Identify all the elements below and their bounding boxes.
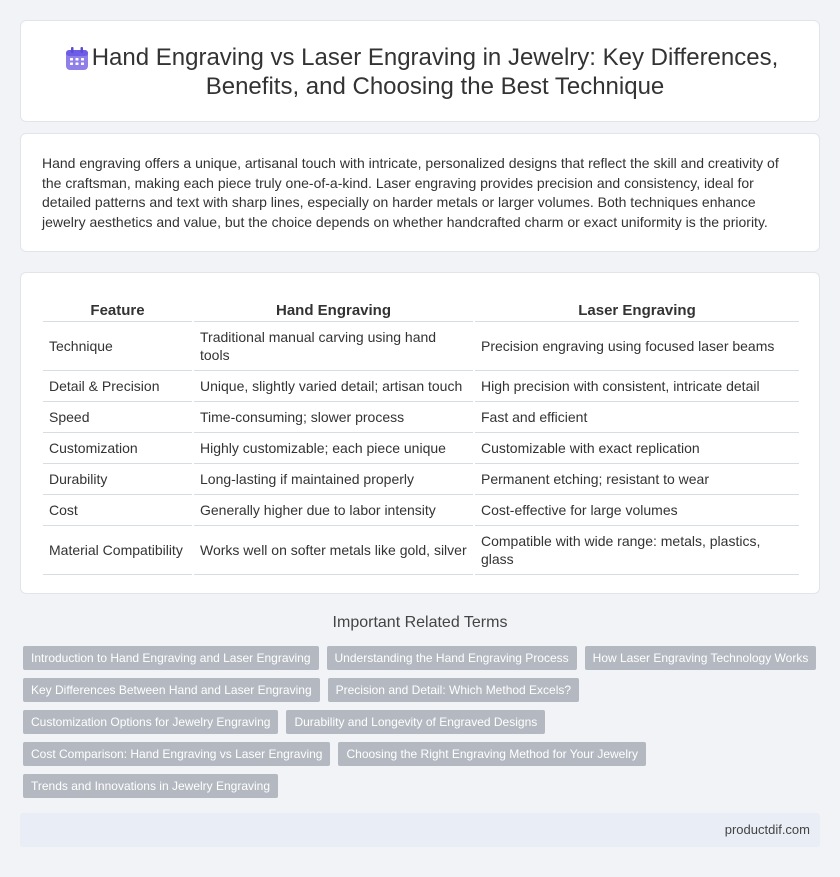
feature-cell: Speed <box>43 401 193 432</box>
hand-cell: Unique, slightly varied detail; artisan touch <box>193 370 474 401</box>
laser-cell: Compatible with wide range: metals, plastics, glass <box>474 525 799 574</box>
related-term-link[interactable]: Customization Options for Jewelry Engraving <box>23 710 278 734</box>
table-header-row <box>43 297 799 321</box>
intro-card <box>20 133 820 252</box>
related-term-link[interactable]: Choosing the Right Engraving Method for Your Jewelry <box>338 742 646 766</box>
laser-cell: Customizable with exact replication <box>474 432 799 463</box>
related-term-link[interactable]: Durability and Longevity of Engraved Designs <box>286 710 545 734</box>
feature-cell: Cost <box>43 494 193 525</box>
table-row <box>43 370 799 401</box>
header-laser-engraving: Laser Engraving <box>474 297 799 321</box>
related-terms-list <box>23 646 823 798</box>
related-terms-heading: Important Related Terms <box>332 614 508 631</box>
intro-paragraph: Hand engraving offers a unique, artisanal touch with intricate, personalized designs that reflect the skill and creativity of the craftsman, making each piece truly one-of-a-kind. Laser engraving provides precision and consistency, ideal for detailed patterns and text with sharp lines, especially on harder metals or larger volumes. Both techniques enhance jewelry aesthetics and value, but the choice depends on whether handcrafted charm or exact uniformity is the priority. <box>42 155 779 230</box>
laser-cell: Permanent etching; resistant to wear <box>474 463 799 494</box>
hand-cell: Highly customizable; each piece unique <box>193 432 474 463</box>
laser-cell: High precision with consistent, intricate detail <box>474 370 799 401</box>
related-term-link[interactable]: Cost Comparison: Hand Engraving vs Laser Engraving <box>23 742 330 766</box>
header-hand-engraving: Hand Engraving <box>193 297 474 321</box>
table-row <box>43 494 799 525</box>
footer-site-name[interactable]: productdif.com <box>724 822 810 837</box>
page-title: Hand Engraving vs Laser Engraving in Jewelry: Key Differences, Benefits, and Choosing the Best Technique <box>91 44 779 100</box>
related-term-link[interactable]: Introduction to Hand Engraving and Laser Engraving <box>23 646 319 670</box>
related-term-link[interactable]: Key Differences Between Hand and Laser Engraving <box>23 678 320 702</box>
feature-cell: Durability <box>43 463 193 494</box>
hand-cell: Generally higher due to labor intensity <box>193 494 474 525</box>
hand-cell: Time-consuming; slower process <box>193 401 474 432</box>
laser-cell: Fast and efficient <box>474 401 799 432</box>
laser-cell: Precision engraving using focused laser beams <box>474 321 799 370</box>
table-row <box>43 432 799 463</box>
related-term-link[interactable]: Trends and Innovations in Jewelry Engraving <box>23 774 278 798</box>
hand-cell: Traditional manual carving using hand tools <box>193 321 474 370</box>
feature-cell: Customization <box>43 432 193 463</box>
feature-cell: Detail & Precision <box>43 370 193 401</box>
footer <box>20 813 820 847</box>
comparison-card <box>20 272 820 594</box>
table-row <box>43 321 799 370</box>
header-feature: Feature <box>43 297 193 321</box>
related-term-link[interactable]: Precision and Detail: Which Method Excels? <box>328 678 579 702</box>
header-card <box>20 20 820 122</box>
table-row <box>43 463 799 494</box>
laser-cell: Cost-effective for large volumes <box>474 494 799 525</box>
table-row <box>43 525 799 574</box>
hand-cell: Long-lasting if maintained properly <box>193 463 474 494</box>
related-term-link[interactable]: Understanding the Hand Engraving Process <box>327 646 577 670</box>
feature-cell: Technique <box>43 321 193 370</box>
table-row <box>43 401 799 432</box>
feature-cell: Material Compatibility <box>43 525 193 574</box>
related-term-link[interactable]: How Laser Engraving Technology Works <box>585 646 817 670</box>
comparison-table <box>43 297 799 575</box>
hand-cell: Works well on softer metals like gold, silver <box>193 525 474 574</box>
